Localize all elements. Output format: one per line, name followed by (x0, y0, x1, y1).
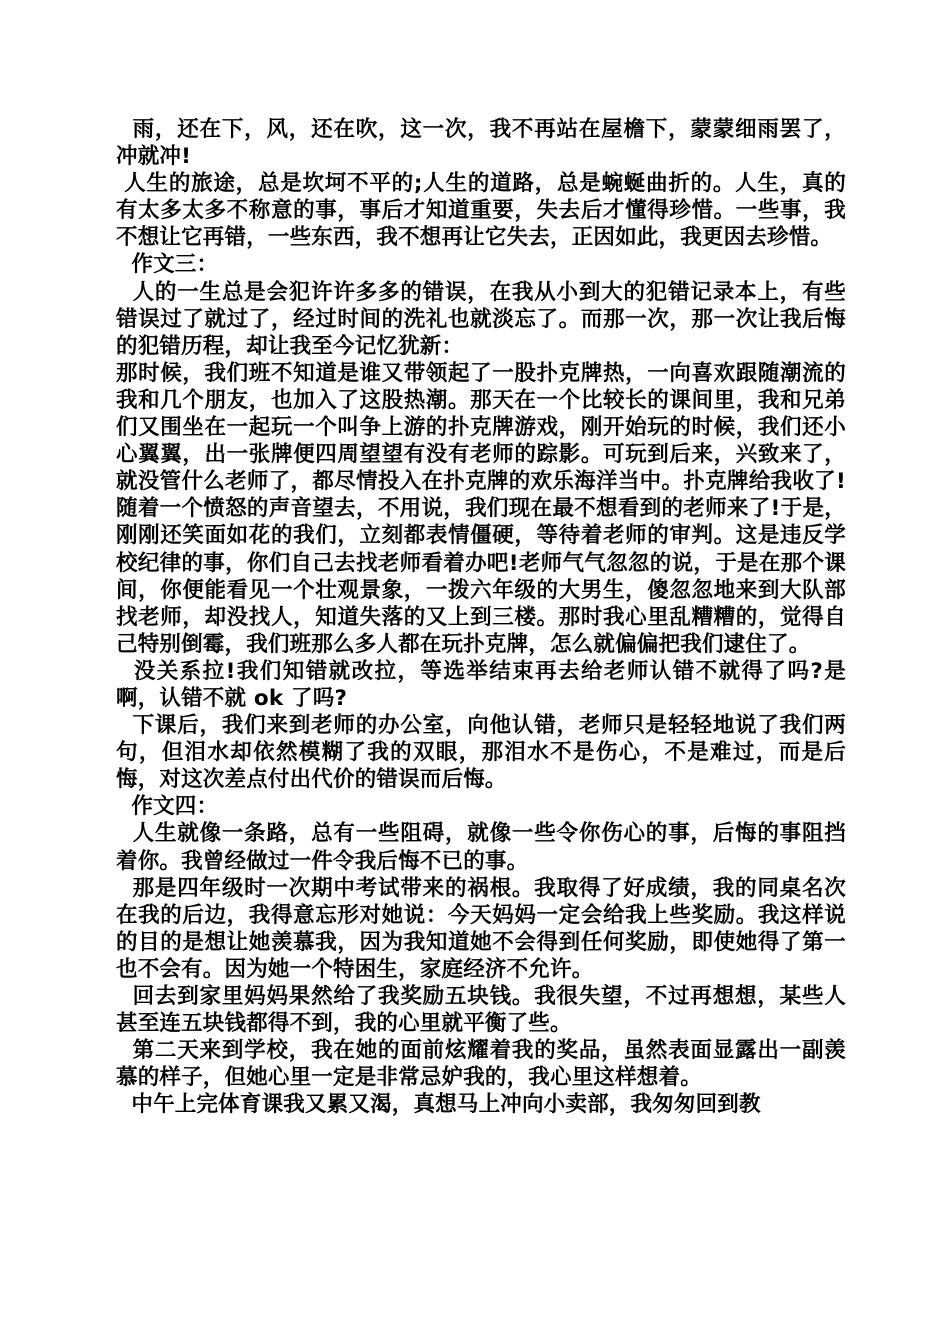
paragraph-10: 第二天来到学校，我在她的面前炫耀着我的奖品，虽然表面显露出一副羡慕的样子，但她心里一定是非常忌妒我的，我心里这样想着。 (116, 1038, 847, 1091)
paragraph-1: 雨，还在下，风，还在吹，这一次，我不再站在屋檐下，蒙蒙细雨罢了，冲就冲! (116, 117, 847, 170)
paragraph-2: 人生的旅途，总是坎坷不平的;人生的道路，总是蜿蜒曲折的。人生，真的有太多太多不称意的事，事后才知道重要，失去后才懂得珍惜。一些事，我不想让它再错，一些东西，我不想再让它失去，正因如此，我更因去珍惜。 (116, 171, 846, 251)
paragraph-3: 人的一生总是会犯许许多多的错误，在我从小到大的犯错记录本上，有些错误过了就过了，经过时间的洗礼也就淡忘了。而那一次，那一次让我后悔的犯错历程，却让我至今记忆犹新： (116, 279, 847, 359)
paragraph-4: 那时候，我们班不知道是谁又带领起了一股扑克牌热，一向喜欢跟随潮流的我和几个朋友，也加入了这股热潮。那天在一个比较长的课间里，我和兄弟们又围坐在一起玩一个叫争上游的扑克牌游戏，刚开始玩的时候，我们还小心翼翼，出一张牌便四周望望有没有老师的踪影。可玩到后来，兴致来了，就没管什么老师了，都尽情投入在扑克牌的欢乐海洋当中。扑克牌给我收了!随着一个愤怒的声音望去，不用说，我们现在最不想看到的老师来了!于是，刚刚还笑面如花的我们，立刻都表情僵硬，等待着老师的审判。这是违反学校纪律的事，你们自己去找老师看着办吧!老师气气忽忽的说，于是在那个课间，你便能看见一个壮观景象，一拨六年级的大男生，傻忽忽地来到大队部找老师，却没找人，知道失落的又上到三楼。那时我心里乱糟糟的，觉得自己特别倒霉，我们班那么多人都在玩扑克牌，怎么就偏偏把我们逮住了。 (116, 360, 846, 657)
section-heading-essay-4: 作文四： (116, 794, 219, 820)
section-heading-essay-3: 作文三： (116, 252, 219, 278)
paragraph-9: 回去到家里妈妈果然给了我奖励五块钱。我很失望，不过再想想，某些人甚至连五块钱都得不到，我的心里就平衡了些。 (116, 984, 847, 1037)
paragraph-6: 下课后，我们来到老师的办公室，向他认错，老师只是轻轻地说了我们两句，但泪水却依然模糊了我的双眼，那泪水不是伤心，不是难过，而是后悔，对这次差点付出代价的错误而后悔。 (116, 713, 847, 793)
paragraph-8: 那是四年级时一次期中考试带来的祸根。我取得了好成绩，我的同桌名次在我的后边，我得意忘形对她说：今天妈妈一定会给我上些奖励。我这样说的目的是想让她羡慕我，因为我知道她不会得到任何奖励，即使她得了第一也不会有。因为她一个特困生，家庭经济不允许。 (116, 875, 847, 982)
paragraph-11: 中午上完体育课我又累又渴，真想马上冲向小卖部，我匆匆回到教 (116, 1092, 761, 1118)
paragraph-5: 没关系拉!我们知错就改拉，等选举结束再去给老师认错不就得了吗?是啊，认错不就 ok 了吗? (116, 658, 846, 711)
paragraph-7: 人生就像一条路，总有一些阻碍，就像一些令你伤心的事，后悔的事阻挡着你。我曾经做过一件令我后悔不已的事。 (116, 821, 847, 874)
document-body (116, 116, 846, 1118)
